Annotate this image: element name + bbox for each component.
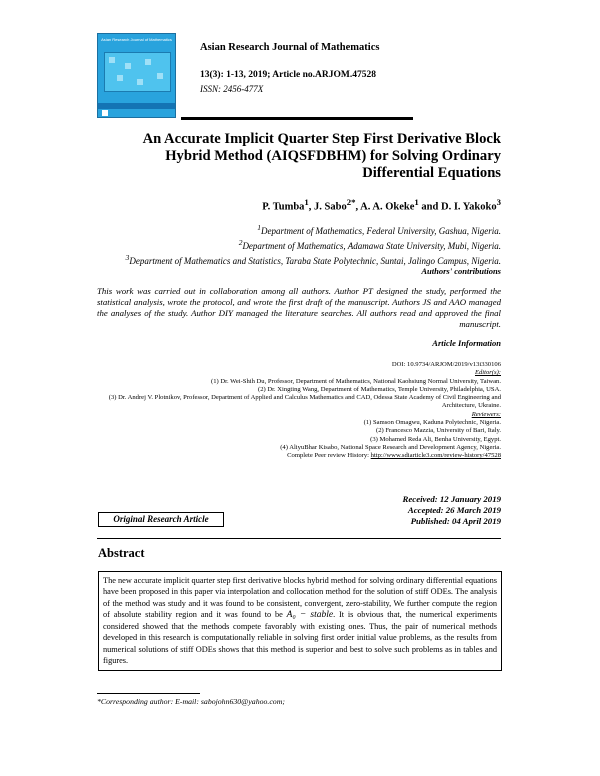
- author-name: J. Sabo: [314, 201, 347, 213]
- doi: DOI: 10.9734/ARJOM/2019/v13i330106: [391, 361, 501, 368]
- article-type-badge: Original Research Article: [98, 512, 224, 527]
- journal-name: Asian Research Journal of Mathematics: [200, 42, 380, 53]
- received-date: Received: 12 January 2019: [402, 494, 501, 504]
- contributions-text: This work was carried out in collaboration among all authors. Author PT designed the study, performed the statistical analysis, wrote the protocol, and wrote the first draft of the manuscript. Authors JS and AAO managed the analyses of the study. Author DIY managed the literature searches. All authors read and approved the final manuscript.: [97, 286, 501, 329]
- corresponding-author-footnote: *Corresponding author: E-mail: sabojohn630@yahoo.com;: [97, 697, 285, 706]
- cover-band: [98, 103, 175, 109]
- author-name: D. I. Yakoko: [440, 201, 497, 213]
- footnote-rule: [97, 693, 200, 694]
- review-history: [92, 452, 501, 460]
- abstract-text: The new accurate implicit quarter step first derivative blocks hybrid method for solving ordinary differential equations have been proposed in this paper via interpolation and collocation method for the solution of stiff ODEs. The analysis of the method was study and it was found to be consistent, convergent, zero-stability, We further compute the region of absolute stability region and it was found to be: [103, 576, 497, 619]
- affiliation: $^3$Department of Mathematics and Statistics, Taraba State Polytechnic, Suntai, Jalingo Campus, Nigeria.: [125, 253, 501, 266]
- publisher-logo-icon: [102, 110, 108, 116]
- history-label: Complete Peer review History:: [287, 452, 370, 460]
- cover-graphic: [104, 52, 171, 92]
- reviewer-entry: (4) AliyuBhar Kisabo, National Space Research and Development Agency, Nigeria.: [280, 443, 501, 451]
- author-name: P. Tumba: [262, 201, 305, 213]
- editor-entry: (2) Dr. Xingting Wang, Department of Mathematics, Temple University, Philadelphia, USA.: [258, 385, 501, 393]
- article-info-heading: Article Information: [432, 338, 501, 348]
- affiliations: [90, 222, 501, 267]
- cover-title: Asian Research Journal of Mathematics: [101, 37, 172, 42]
- title-line: Hybrid Method (AIQSFDBHM) for Solving Ordinary: [165, 148, 501, 164]
- abstract-text: . It is obvious that, the numerical experiments considered showed that the methods compete favorably with existing ones. Thus, the pair of numerical methods developed in this research is computationally reliable in solving first order initial value problems, as the results from numerical solutions of stiff ODEs shows that this method is superior and best to solve such problems as in tables and figures.: [103, 609, 498, 666]
- reviewer-entry: (2) Francesco Mazzia, University of Bari, Italy.: [376, 427, 501, 435]
- paper-title: [108, 131, 501, 182]
- section-rule: [97, 538, 501, 539]
- stability-formula: A₀ − stable: [286, 609, 334, 620]
- editors-label: Editor(s):: [474, 369, 501, 377]
- abstract-heading: Abstract: [98, 546, 145, 560]
- contributions-heading: Authors' contributions: [421, 266, 501, 276]
- issue-line: 13(3): 1-13, 2019; Article no.ARJOM.47528: [200, 70, 376, 80]
- abstract-box: [98, 571, 502, 671]
- article-info: [92, 361, 501, 461]
- publication-dates: [300, 494, 501, 527]
- affiliation: $^2$Department of Mathematics, Adamawa State University, Mubi, Nigeria.: [238, 238, 501, 251]
- review-history-link[interactable]: http://www.sdiarticle3.com/review-history/47528: [370, 452, 501, 460]
- reviewers-label: Reviewers:: [471, 410, 501, 418]
- accepted-date: Accepted: 26 March 2019: [407, 505, 501, 515]
- title-line: An Accurate Implicit Quarter Step First Derivative Block: [142, 131, 501, 147]
- author-list: P. Tumba$^1$, J. Sabo$^{2*}$, A. A. Okeke$^1$ and D. I. Yakoko$^3$: [262, 197, 501, 213]
- issn: ISSN: 2456-477X: [200, 84, 264, 94]
- editor-entry: (3) Dr. Andrej V. Plotnikov, Professor, Department of Applied and Calculus Mathematics and CAD, Odessa State Academy of Civil Engineering and Architecture, Ukraine.: [108, 394, 501, 410]
- editor-entry: (1) Dr. Wei-Shih Du, Professor, Department of Mathematics, National Kaohsiung Normal University, Taiwan.: [211, 377, 501, 385]
- affiliation: $^1$Department of Mathematics, Federal University, Gashua, Nigeria.: [257, 223, 501, 236]
- title-line: Differential Equations: [362, 165, 501, 181]
- author-name: A. A. Okeke: [360, 201, 415, 213]
- reviewer-entry: (1) Samson Omagwu, Kaduna Polytechnic, Nigeria.: [363, 419, 501, 427]
- journal-cover-image: [97, 33, 176, 118]
- published-date: Published: 04 April 2019: [410, 516, 501, 526]
- reviewer-entry: (3) Mohamed Reda Ali, Benha University, Egypt.: [370, 435, 501, 443]
- header-rule: [181, 117, 413, 120]
